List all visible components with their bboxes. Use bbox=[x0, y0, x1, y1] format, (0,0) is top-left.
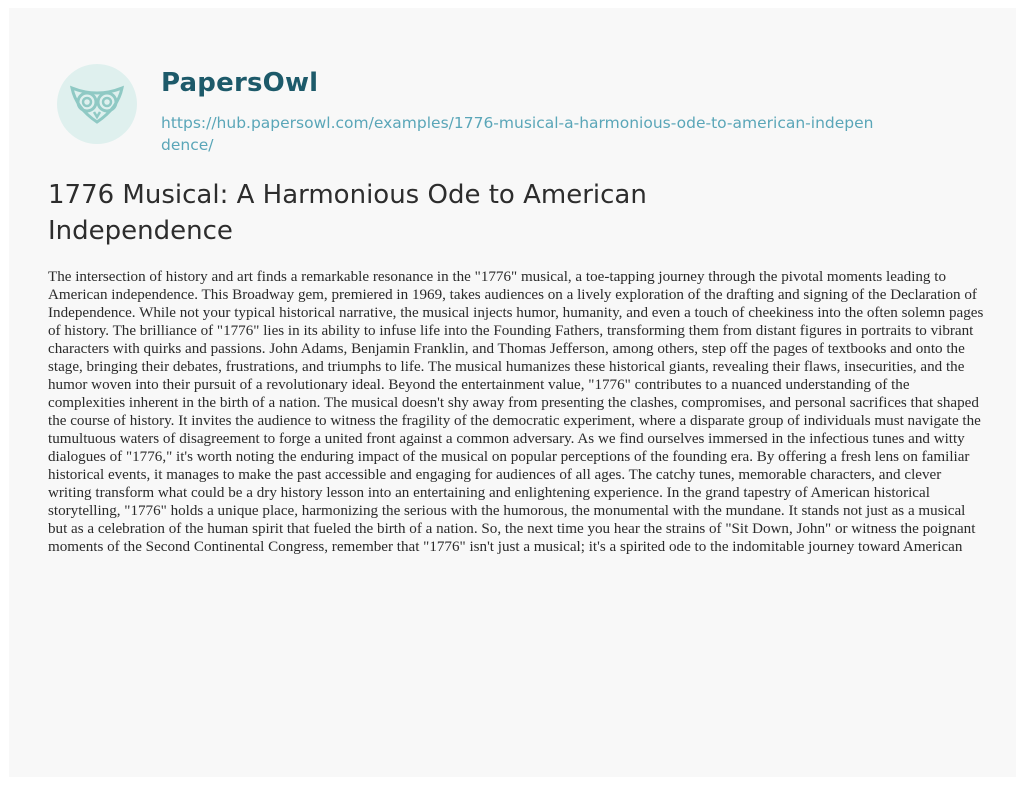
header bbox=[57, 64, 881, 156]
brand-name: PapersOwl bbox=[161, 68, 319, 98]
article-body: The intersection of history and art finds a remarkable resonance in the "1776" musical, a toe-tapping journey through the pivotal moments leading to American independence. This Broadway gem, premiered in 1969, takes audiences on a lively exploration of the drafting and signing of the Declaration of Independence. While not your typical historical narrative, the musical injects humor, humanity, and even a touch of cheekiness into the often solemn pages of history. The brilliance of "1776" lies in its ability to infuse life into the Founding Fathers, transforming them from distant figures in portraits to vibrant characters with quirks and passions. John Adams, Benjamin Franklin, and Thomas Jefferson, among others, step off the pages of textbooks and onto the stage, bringing their debates, frustrations, and triumphs to life. The musical humanizes these historical giants, revealing their flaws, insecurities, and the humor woven into their pursuit of a revolutionary ideal. Beyond the entertainment value, "1776" contributes to a nuanced understanding of the complexities inherent in the birth of a nation. The musical doesn't shy away from presenting the clashes, compromises, and personal sacrifices that shaped the course of history. It invites the audience to witness the fragility of the democratic experiment, where a disparate group of individuals must navigate the tumultuous waters of disagreement to forge a united front against a common adversary. As we find ourselves immersed in the infectious tunes and witty dialogues of "1776," it's worth noting the enduring impact of the musical on popular perceptions of the founding era. By offering a fresh lens on familiar historical events, it manages to make the past accessible and engaging for audiences of all ages. The catchy tunes, memorable characters, and clever writing transform what could be a dry history lesson into an entertaining and enlightening experience. In the grand tapestry of American historical storytelling, "1776" holds a unique place, harmonizing the serious with the humorous, the monumental with the mundane. It stands not just as a musical but as a celebration of the human spirit that fueled the birth of a nation. So, the next time you hear the strains of "Sit Down, John" or witness the poignant moments of the Second Continental Congress, remember that "1776" isn't just a musical; it's a spirited ode to the indomitable journey toward American bbox=[48, 269, 984, 555]
brand-block bbox=[161, 66, 881, 156]
source-url-link[interactable]: https://hub.papersowl.com/examples/1776-musical-a-harmonious-ode-to-american-independence/ bbox=[161, 114, 874, 154]
document-page bbox=[9, 8, 1016, 777]
article-title: 1776 Musical: A Harmonious Ode to American Independence bbox=[48, 180, 647, 246]
owl-icon bbox=[57, 64, 137, 144]
